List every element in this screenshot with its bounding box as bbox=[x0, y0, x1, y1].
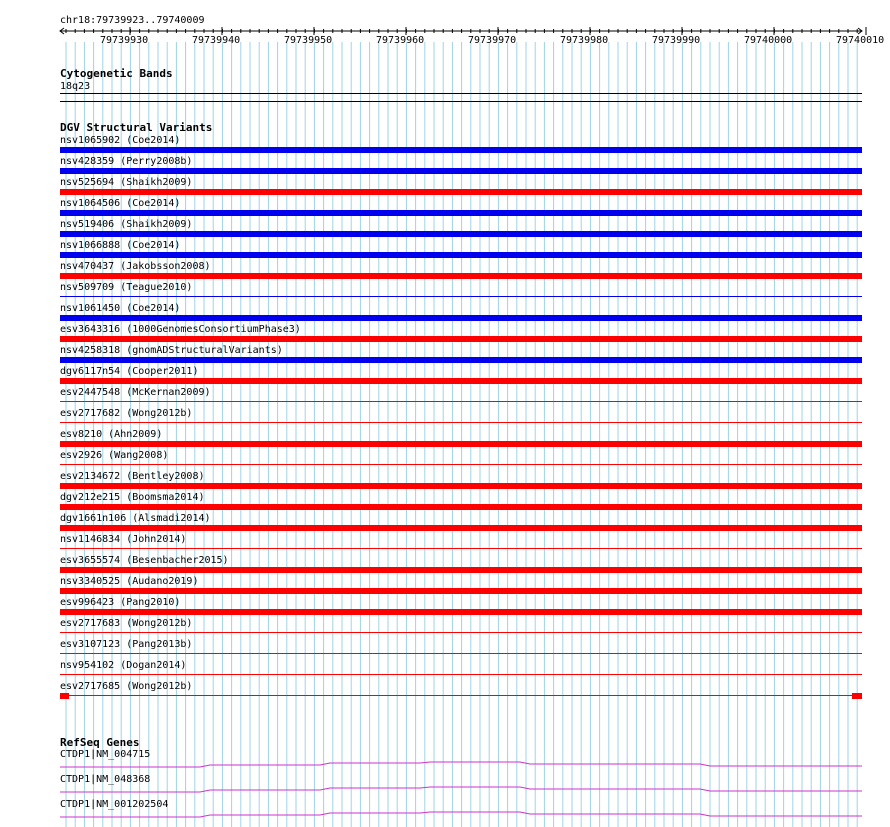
gene-model-line[interactable] bbox=[60, 812, 862, 817]
dgv-track-title: DGV Structural Variants bbox=[60, 121, 213, 134]
variant-label[interactable]: nsv1064506 (Coe2014) bbox=[60, 198, 181, 209]
variant-label[interactable]: nsv428359 (Perry2008b) bbox=[60, 156, 193, 167]
variant-label[interactable]: nsv519406 (Shaikh2009) bbox=[60, 219, 193, 230]
variant-end-block[interactable] bbox=[60, 693, 69, 699]
ruler-tick-label: 79739930 bbox=[100, 35, 149, 46]
variant-bar[interactable] bbox=[60, 548, 862, 549]
gene-label[interactable]: CTDP1|NM_001202504 bbox=[60, 799, 169, 810]
variant-label[interactable]: esv2926 (Wang2008) bbox=[60, 450, 169, 461]
ruler-tick-label: 79739950 bbox=[284, 35, 333, 46]
variant-label[interactable]: nsv1146834 (John2014) bbox=[60, 534, 187, 545]
cytoband-track-title: Cytogenetic Bands bbox=[60, 67, 173, 80]
variant-label[interactable]: nsv509709 (Teague2010) bbox=[60, 282, 193, 293]
variant-bar[interactable] bbox=[60, 422, 862, 423]
variant-label[interactable]: esv3655574 (Besenbacher2015) bbox=[60, 555, 229, 566]
variant-bar[interactable] bbox=[60, 189, 862, 195]
variant-bar[interactable] bbox=[60, 401, 862, 402]
variant-bar[interactable] bbox=[60, 252, 862, 258]
variant-label[interactable]: esv2717683 (Wong2012b) bbox=[60, 618, 193, 629]
variant-bar[interactable] bbox=[60, 441, 862, 447]
variant-label[interactable]: esv996423 (Pang2010) bbox=[60, 597, 181, 608]
variant-label[interactable]: esv2717685 (Wong2012b) bbox=[60, 681, 193, 692]
variant-label[interactable]: esv2134672 (Bentley2008) bbox=[60, 471, 205, 482]
variant-bar[interactable] bbox=[60, 609, 862, 615]
ruler-tick-label: 79739990 bbox=[652, 35, 701, 46]
variant-label[interactable]: esv3643316 (1000GenomesConsortiumPhase3) bbox=[60, 324, 301, 335]
ruler-tick-label: 79739960 bbox=[376, 35, 425, 46]
variant-bar[interactable] bbox=[60, 378, 862, 384]
track-divider bbox=[60, 101, 862, 102]
variant-bar[interactable] bbox=[60, 147, 862, 153]
gene-model-line[interactable] bbox=[60, 787, 862, 792]
location-label: chr18:79739923..79740009 bbox=[60, 15, 205, 26]
variant-label[interactable]: esv8210 (Ahn2009) bbox=[60, 429, 163, 440]
variant-bar[interactable] bbox=[60, 315, 862, 321]
variant-bar[interactable] bbox=[60, 695, 862, 696]
variant-label[interactable]: nsv954102 (Dogan2014) bbox=[60, 660, 187, 671]
variant-bar[interactable] bbox=[60, 632, 862, 633]
variant-label[interactable]: dgv212e215 (Boomsma2014) bbox=[60, 492, 205, 503]
variant-label[interactable]: esv3107123 (Pang2013b) bbox=[60, 639, 193, 650]
variant-bar[interactable] bbox=[60, 210, 862, 216]
variant-bar[interactable] bbox=[60, 588, 862, 594]
variant-label[interactable]: dgv1661n106 (Alsmadi2014) bbox=[60, 513, 211, 524]
variant-end-block[interactable] bbox=[852, 693, 862, 699]
variant-bar[interactable] bbox=[60, 357, 862, 363]
variant-bar[interactable] bbox=[60, 168, 862, 174]
ruler-tick-label: 79739940 bbox=[192, 35, 241, 46]
variant-bar[interactable] bbox=[60, 483, 862, 489]
variant-label[interactable]: nsv1061450 (Coe2014) bbox=[60, 303, 181, 314]
variant-label[interactable]: esv2447548 (McKernan2009) bbox=[60, 387, 211, 398]
variant-bar[interactable] bbox=[60, 525, 862, 531]
variant-label[interactable]: esv2717682 (Wong2012b) bbox=[60, 408, 193, 419]
variant-label[interactable]: dgv6117n54 (Cooper2011) bbox=[60, 366, 199, 377]
gene-label[interactable]: CTDP1|NM_048368 bbox=[60, 774, 151, 785]
variant-bar[interactable] bbox=[60, 464, 862, 465]
cytoband-label[interactable]: 18q23 bbox=[60, 81, 91, 92]
variant-bar[interactable] bbox=[60, 504, 862, 510]
gene-label[interactable]: CTDP1|NM_004715 bbox=[60, 749, 151, 760]
variant-label[interactable]: nsv3340525 (Audano2019) bbox=[60, 576, 199, 587]
variant-label[interactable]: nsv1066888 (Coe2014) bbox=[60, 240, 181, 251]
cytoband-bar[interactable] bbox=[60, 93, 862, 94]
variant-bar[interactable] bbox=[60, 336, 862, 342]
variant-label[interactable]: nsv4258318 (gnomADStructuralVariants) bbox=[60, 345, 283, 356]
ruler-tick-label: 79739980 bbox=[560, 35, 609, 46]
variant-bar[interactable] bbox=[60, 296, 862, 297]
variant-label[interactable]: nsv1065902 (Coe2014) bbox=[60, 135, 181, 146]
variant-bar[interactable] bbox=[60, 273, 862, 279]
refseq-track-title: RefSeq Genes bbox=[60, 736, 140, 749]
variant-label[interactable]: nsv470437 (Jakobsson2008) bbox=[60, 261, 211, 272]
gene-model-line[interactable] bbox=[60, 762, 862, 767]
variant-bar[interactable] bbox=[60, 231, 862, 237]
variant-label[interactable]: nsv525694 (Shaikh2009) bbox=[60, 177, 193, 188]
ruler-tick-label: 79740010 bbox=[836, 35, 885, 46]
ruler-tick-label: 79739970 bbox=[468, 35, 517, 46]
variant-bar[interactable] bbox=[60, 653, 862, 654]
variant-bar[interactable] bbox=[60, 674, 862, 675]
ruler-tick-label: 79740000 bbox=[744, 35, 793, 46]
variant-bar[interactable] bbox=[60, 567, 862, 573]
